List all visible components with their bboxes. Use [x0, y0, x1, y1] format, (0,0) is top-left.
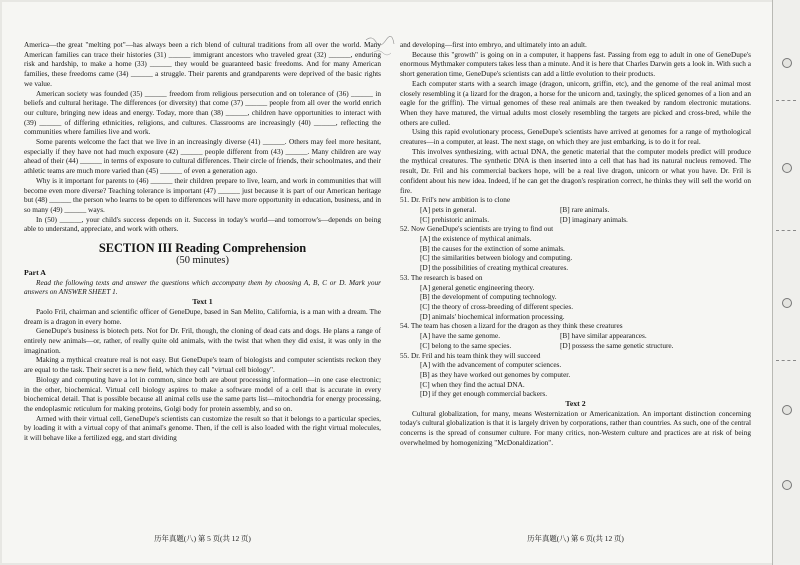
text1-paragraph: Armed with their virtual cell, GeneDupe's scientists can customize the result so that it belongs to a particular species, by loading it with a virtual copy of that animal's genome. Then, if the cell is also loaded with the right virtual molecules, it will behave like a fertilized egg, and start dividing: [24, 413, 381, 443]
text1-continued: Each computer starts with a search image (dragon, unicorn, griffin, etc), and the genome of the real animal most closely resembling it (a lizard for the dragon, a horse for the unicorn and, taxingly, the spliced genomes of a lion and an eagle for the griffin). The virtual genomes of these real animals are then tweaked by random electronic mutations. When they have matured, the virtual adults most closely resembling the targets are picked and cross-bred, while the others are culled.: [400, 78, 751, 127]
text1-continued: and developing—first into embryo, and ultimately into an adult.: [400, 40, 587, 49]
answer-option: [B] as they have worked out genomes by computer.: [420, 369, 571, 379]
left-page-column: [24, 40, 381, 532]
cloze-paragraph-1: America—the great "melting pot"—has always been a rich blend of cultural traditions from all over the world. Many American families can trace their histories (31) ______ immigrant ancestors who traveled great (32) ______, enduring risk and hardship, to make a home (33) ______ they would be guaranteed basic freedoms. And for many American families, these freedoms came (34) ______ a struggle. Their parents and grandparents were deprived of the basic rights we value.: [24, 40, 381, 88]
answer-option: [A] have the same genome.: [420, 331, 501, 341]
binding-margin: [772, 0, 800, 565]
answer-option: [B] have similar appearances.: [560, 331, 647, 341]
cloze-paragraph-5: In (50) ______, your child's success depends on it. Success in today's world—and tomorrow's—depends on being able to understand, appreciate, and work with others.: [24, 214, 381, 234]
answer-option: [C] the similarities between biology and computing.: [420, 253, 573, 263]
option-row: [400, 331, 751, 341]
section-title: SECTION III Reading Comprehension: [98, 241, 307, 256]
section-time: (50 minutes): [176, 255, 229, 267]
answer-option: [A] the existence of mythical animals.: [420, 234, 532, 244]
right-page-column: [400, 40, 751, 532]
answer-option: [C] when they find the actual DNA.: [420, 379, 525, 389]
text1-paragraph: Biology and computing have a lot in common, since both are about processing information—in one case electronic; in the other, biochemical. Virtual cell biology aspires to make a software model of a cell that is accurate in every biochemical detail. That is possible because all animal cells use the same parts list—mitochondria for energy processing, the endoplasmic reticulum for making proteins, Golgi body for protein assembly, and so on.: [24, 374, 381, 413]
punch-hole-icon: [782, 298, 792, 308]
answer-option: [D] possess the same genetic structure.: [560, 340, 674, 350]
text-1-title: Text 1: [192, 297, 213, 307]
text2-paragraph: Cultural globalization, for many, means Westernization or Americanization. An important distinction concerning today's cultural globalization is that it is largely driven by corporations, rather than countries. As such, one of the central concerns is the spread of consumer culture. For many critics, non-Western culture and practices are at risk of being overwhelmed by homogenizing "McDonaldization".: [400, 408, 751, 447]
answer-option: [C] belong to the same species.: [420, 340, 512, 350]
answer-option: [B] the causes for the extinction of some animals.: [420, 243, 565, 253]
answer-option: [A] pets in general.: [420, 204, 477, 214]
cut-line: [776, 100, 796, 101]
punch-hole-icon: [782, 163, 792, 173]
text1-continued: Using this rapid evolutionary process, GeneDupe's scientists have arrived at genomes for a range of mythological creatures—in a computer, at least. The next stage, on which they are just embarking, is to do it for real.: [400, 127, 751, 147]
option-row: [400, 205, 751, 215]
option-row: [400, 341, 751, 351]
answer-option: [B] rare animals.: [560, 204, 610, 214]
text1-paragraph: Making a mythical creature real is not easy. But GeneDupe's team of biologists and computer scientists reckon they are equal to the task. Their secret is a new field, which they call "virtual cell biology".: [24, 355, 381, 375]
question-stem: 52. Now GeneDupe's scientists are trying to find out: [400, 224, 554, 234]
answer-option: [A] with the advancement of computer sciences.: [420, 360, 562, 370]
answer-option: [D] animals' biochemical information processing.: [420, 311, 565, 321]
text1-continued: Because this "growth" is going on in a computer, it happens fast. Passing from egg to adult in one of GeneDupe's enormous Mythmaker computers takes less than a minute. And it is here that Charles Darwin gets a look in. With such a short generation time, GeneDupe's scientists can add a little evolution to their products.: [400, 49, 751, 79]
text-2-title: Text 2: [565, 399, 586, 409]
answer-option: [C] the theory of cross-breeding of different species.: [420, 301, 574, 311]
option-row: [400, 215, 751, 225]
part-label: Part A: [24, 268, 46, 278]
question-stem: 55. Dr. Fril and his team think they will succeed: [400, 350, 541, 360]
cut-line: [776, 360, 796, 361]
right-page-footer: 历年真题(八) 第 6 页(共 12 页): [527, 534, 624, 543]
punch-hole-icon: [782, 58, 792, 68]
answer-option: [C] prehistoric animals.: [420, 214, 490, 224]
answer-option: [D] if they get enough commercial backers.: [420, 389, 548, 399]
question-stem: 51. Dr. Fril's new ambition is to clone: [400, 195, 511, 205]
text1-paragraph: GeneDupe's business is biotech pets. Not for Dr. Fril, though, the cloning of dead cats and dogs. He plans a range of entirely new animals—or, rather, of really quite old animals, with the twist that when they did exist, it was only in the imagination.: [24, 326, 381, 355]
question-stem: 54. The team has chosen a lizard for the dragon as they think these creatures: [400, 321, 623, 331]
instructions: Read the following texts and answer the questions which accompany them by choosing A, B, C or D. Mark your answers on ANSWER SHEET 1.: [24, 277, 381, 297]
answer-option: [D] the possibilities of creating mythical creatures.: [420, 263, 569, 273]
cut-line: [776, 230, 796, 231]
punch-hole-icon: [782, 480, 792, 490]
answer-option: [B] the development of computing technology.: [420, 292, 557, 302]
punch-hole-icon: [782, 405, 792, 415]
cloze-paragraph-4: Why is it important for parents to (46) ______ their children prepare to live, learn, and work in communities that will become even more diverse? Teaching tolerance is important (47) ______ just because it is part of our American heritage but (48) ______ the person who learns to be open to differences will have more opportunity in education, business, and in so many (49) ______ ways.: [24, 175, 381, 214]
left-page-footer: 历年真题(八) 第 5 页(共 12 页): [154, 534, 251, 543]
answer-option: [A] general genetic engineering theory.: [420, 282, 535, 292]
answer-option: [D] imaginary animals.: [560, 214, 628, 224]
question-stem: 53. The research is based on: [400, 272, 483, 282]
text1-paragraph: Paolo Fril, chairman and scientific officer of GeneDupe, based in San Melito, California, is a man with a dream. The dream is a dragon in every home.: [24, 306, 381, 326]
cloze-paragraph-3: Some parents welcome the fact that we live in an increasingly diverse (41) ______. Others may feel more hesitant, especially if they have not had much exposure (42) ______ people different from (43) ______. Many children are way ahead of their (44) ______ in terms of exposure to cultural differences. Their circle of friends, their schoolmates, and their athletic teams are much more varied than (45) ______ of even a generation ago.: [24, 137, 381, 176]
cloze-paragraph-2: American society was founded (35) ______ freedom from religious persecution and on tolerance of (36) ______ in beliefs and cultural heritage. The differences (or diversity) that come (37) ______ people from all over the world enrich our culture, bringing new ideas and energy. Today, more than (38) ______, children have opportunities to interact with (39) ______ of differing ethnicities, religions, and cultures. Classrooms are increasingly (40) ______, reflecting the communities where families live and work.: [24, 88, 381, 137]
exam-page-spread: [2, 2, 772, 563]
text1-continued: This involves synthesizing, with actual DNA, the genetic material that the computer models predict will produce the mythical creatures. The synthetic DNA is then inserted into a cell that has had its natural nucleus removed. The result, Dr. Fril and his commercial backers hope, will be a real live dragon, unicorn or what you have. Dr. Fril is confident about his new idea. Indeed, if he can get the dragon's respiration correct, he thinks they will sell the world on fire.: [400, 146, 751, 195]
